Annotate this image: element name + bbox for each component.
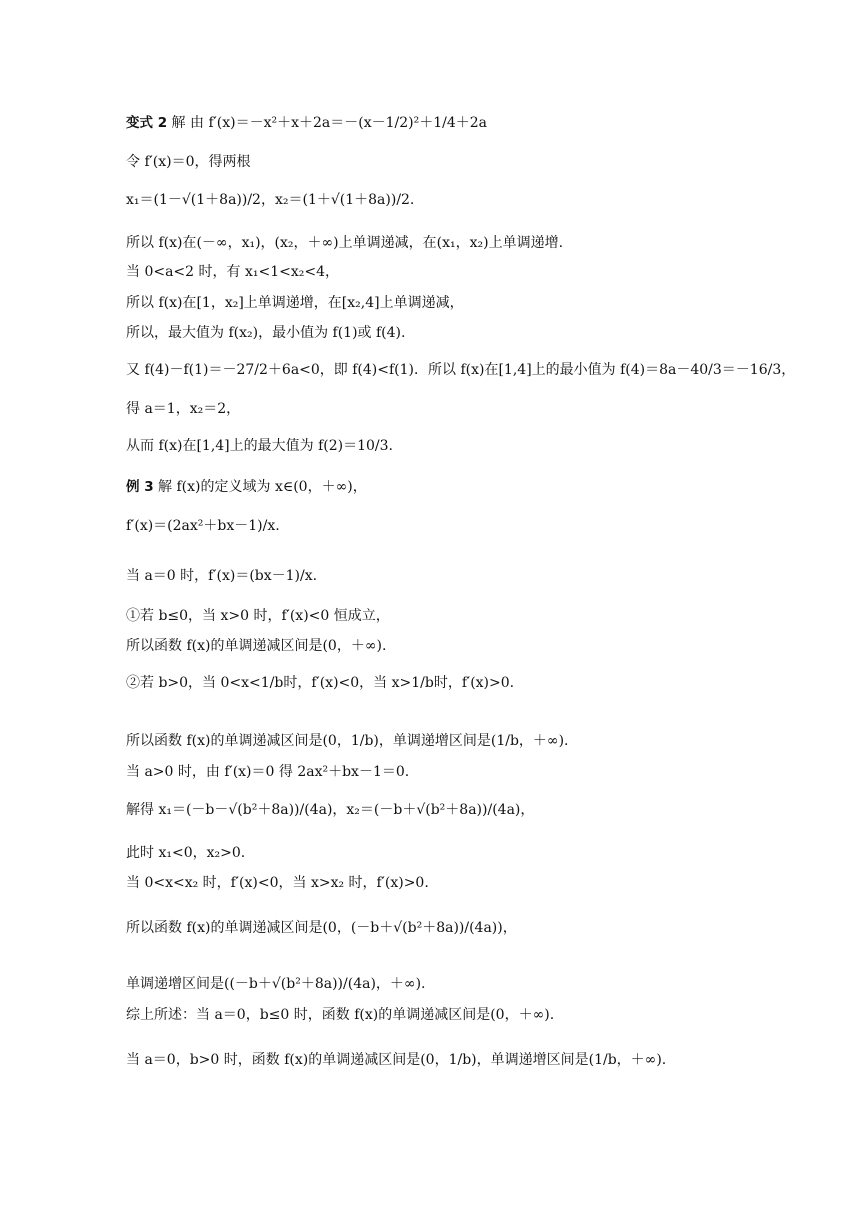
line-2: 令 f′(x)＝0，得两根: [126, 154, 251, 170]
line-18: 当 a>0 时，由 f′(x)＝0 得 2ax²＋bx－1＝0.: [126, 764, 410, 780]
line-8: 又 f(4)－f(1)＝－27/2＋6a<0，即 f(4)<f(1)．所以 f(x)在[1,4]上的最小值为 f(4)＝8a－40/3＝－16/3，: [126, 362, 796, 378]
line-11: 例 3 解 f(x)的定义域为 x∈(0，＋∞)，: [126, 479, 367, 495]
line-23: 单调递增区间是((－b＋√(b²＋8a))/(4a)，＋∞).: [126, 976, 426, 992]
line-25: 当 a＝0，b>0 时，函数 f(x)的单调递减区间是(0，1/b)，单调递增区间是(1/b，＋∞).: [126, 1052, 667, 1068]
line-14: ①若 b≤0，当 x>0 时，f′(x)<0 恒成立，: [126, 608, 390, 624]
line-21: 当 0<x<x₂ 时，f′(x)<0，当 x>x₂ 时，f′(x)>0.: [126, 875, 429, 891]
line-4: 所以 f(x)在(－∞，x₁)，(x₂，＋∞)上单调递减，在(x₁，x₂)上单调递增.: [126, 235, 564, 251]
line-16: ②若 b>0，当 0<x<1/b时，f′(x)<0，当 x>1/b时，f′(x)>0.: [126, 675, 515, 691]
line-17: 所以函数 f(x)的单调递减区间是(0，1/b)，单调递增区间是(1/b，＋∞).: [126, 733, 569, 749]
section-label: 例 3: [126, 479, 154, 495]
line-22: 所以函数 f(x)的单调递减区间是(0，(－b＋√(b²＋8a))/(4a))，: [126, 920, 517, 936]
line-6: 所以 f(x)在[1，x₂]上单调递增，在[x₂,4]上单调递减，: [126, 295, 464, 311]
line-9: 得 a＝1，x₂＝2，: [126, 401, 241, 417]
section-label: 变式 2: [126, 115, 168, 131]
line-13: 当 a＝0 时，f′(x)＝(bx－1)/x.: [126, 568, 318, 584]
line-24: 综上所述：当 a＝0，b≤0 时，函数 f(x)的单调递减区间是(0，＋∞).: [126, 1007, 555, 1023]
line-15: 所以函数 f(x)的单调递减区间是(0，＋∞).: [126, 638, 387, 654]
line-5: 当 0<a<2 时，有 x₁<1<x₂<4，: [126, 264, 339, 280]
line-7: 所以，最大值为 f(x₂)，最小值为 f(1)或 f(4).: [126, 325, 406, 341]
line-19: 解得 x₁＝(－b－√(b²＋8a))/(4a)，x₂＝(－b＋√(b²＋8a))/(4a)，: [126, 802, 535, 818]
line-20: 此时 x₁<0，x₂>0.: [126, 845, 246, 861]
line-10: 从而 f(x)在[1,4]上的最大值为 f(2)＝10/3.: [126, 438, 393, 454]
line-12: f′(x)＝(2ax²＋bx－1)/x.: [126, 518, 280, 534]
line-1: 变式 2 解 由 f′(x)＝－x²＋x＋2a＝－(x－1/2)²＋1/4＋2a: [126, 115, 488, 131]
line-3: x₁＝(1－√(1＋8a))/2，x₂＝(1＋√(1＋8a))/2.: [126, 192, 415, 208]
